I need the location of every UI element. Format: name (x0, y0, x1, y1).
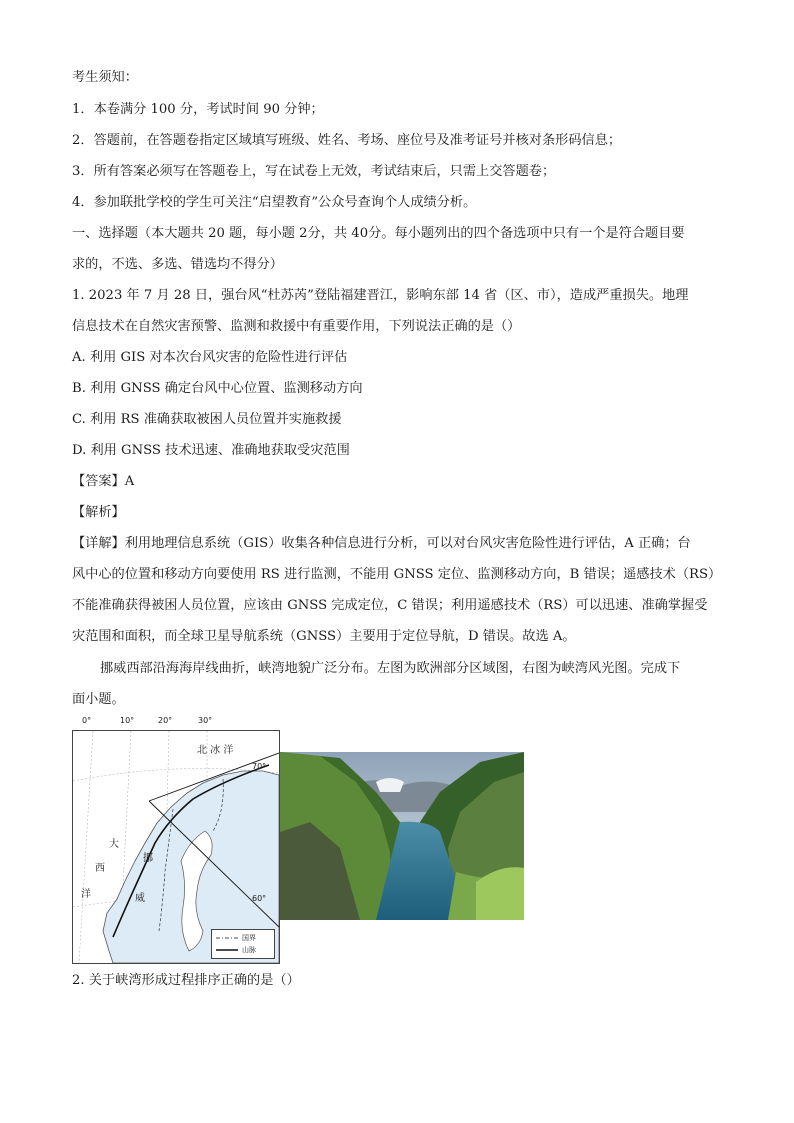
notice-item-3: 3．所有答案必须写在答题卷上，写在试卷上无效，考试结束后，只需上交答题卷； (72, 164, 556, 179)
q2-stem: 2. 关于峡湾形成过程排序正确的是（） (72, 973, 300, 988)
section-heading-line1: 一、选择题（本大题共 20 题，每小题 2分，共 40分。每小题列出的四个备选项中只有一个是符合题目要 (72, 226, 685, 241)
legend-mountain-label: 山脉 (242, 946, 256, 954)
section-heading-line2: 求的，不选、多选、错选均不得分） (72, 257, 283, 272)
atlantic-label-1: 大 (109, 839, 119, 850)
legend-mountain-symbol (216, 947, 238, 953)
atlantic-label-3: 洋 (81, 889, 91, 900)
notice-title: 考生须知： (72, 70, 138, 85)
norway-label-2: 威 (135, 893, 145, 904)
q1-detail-line3: 不能准确获得被困人员位置，应该由 GNSS 完成定位，C 错误；利用遥感技术（RS）可以迅速、准确掌握受 (72, 598, 708, 613)
context-line2: 面小题。 (72, 692, 125, 707)
q1-option-a: A. 利用 GIS 对本次台风灾害的危险性进行评估 (72, 350, 348, 365)
notice-item-1: 1．本卷满分 100 分，考试时间 90 分钟； (72, 102, 324, 117)
context-line1: 挪威西部沿海海岸线曲折，峡湾地貌广泛分布。左图为欧洲部分区域图，右图为峡湾风光图。完成下 (100, 661, 681, 676)
q1-detail-line1: 【详解】利用地理信息系统（GIS）收集各种信息进行分析，可以对台风灾害危险性进行评估，A 正确；台 (72, 536, 691, 551)
norway-label-1: 挪 (143, 853, 153, 864)
lat-label-70: 70° (252, 762, 267, 771)
q1-stem-line1: 1. 2023 年 7 月 28 日，强台风“杜苏芮”登陆福建晋江，影响东部 14 省（区、市），造成严重损失。地理 (72, 288, 689, 303)
q1-option-c: C. 利用 RS 准确获取被困人员位置并实施救援 (72, 412, 342, 427)
notice-item-4: 4．参加联批学校的学生可关注“启望教育”公众号查询个人成绩分析。 (72, 195, 477, 210)
arctic-ocean-label: 北 冰 洋 (197, 745, 234, 756)
europe-map (72, 730, 280, 964)
figure (72, 716, 532, 964)
answer-value: A (124, 474, 135, 489)
q1-option-d: D. 利用 GNSS 技术迅速、准确地获取受灾范围 (72, 443, 350, 458)
lat-label-60: 60° (252, 894, 267, 903)
legend-border-symbol (216, 935, 238, 941)
notice-item-2: 2．答题前，在答题卷指定区域填写班级、姓名、考场、座位号及准考证号并核对条形码信息； (72, 133, 622, 148)
lon-label-30: 30° (198, 716, 213, 725)
legend-border-label: 国界 (242, 934, 256, 942)
q1-option-b: B. 利用 GNSS 确定台风中心位置、监测移动方向 (72, 381, 363, 396)
q1-answer (72, 473, 134, 491)
fjord-photo-graphic (280, 752, 524, 920)
q1-stem-line2: 信息技术在自然灾害预警、监测和救援中有重要作用，下列说法正确的是（） (72, 319, 521, 334)
lon-label-0: 0° (82, 716, 92, 725)
q1-analysis-tag: 【解析】 (72, 505, 125, 520)
atlantic-label-2: 西 (95, 863, 105, 874)
lon-label-10: 10° (120, 716, 135, 725)
legend-border-row (216, 933, 256, 943)
answer-tag: 【答案】 (72, 474, 125, 489)
map-legend (211, 929, 275, 959)
q1-detail-line4: 灾范围和面积，而全球卫星导航系统（GNSS）主要用于定位导航，D 错误。故选 A。 (72, 629, 576, 644)
legend-mountain-row (216, 945, 256, 955)
q1-detail-line2: 风中心的位置和移动方向要使用 RS 进行监测，不能用 GNSS 定位、监测移动方向，B 错误；遥感技术（RS） (72, 567, 722, 582)
lon-label-20: 20° (158, 716, 173, 725)
fjord-photo (280, 752, 524, 920)
